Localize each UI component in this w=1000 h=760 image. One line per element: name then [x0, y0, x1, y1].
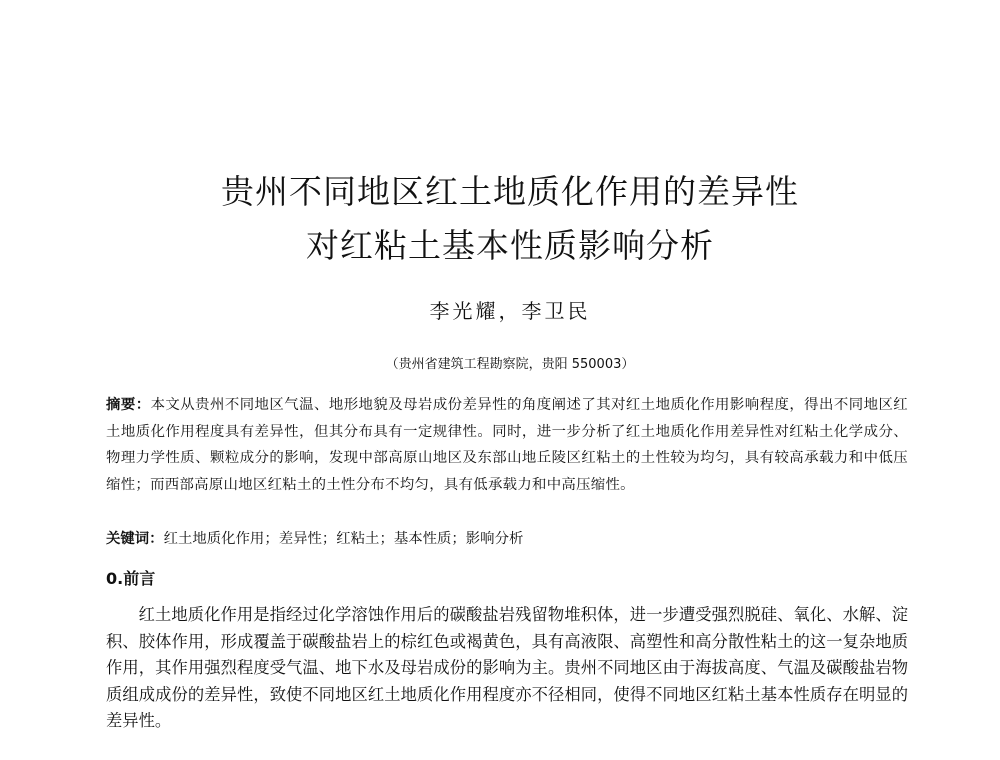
keywords-label: 关键词： [106, 531, 164, 547]
body-paragraph: 红土地质化作用是指经过化学溶蚀作用后的碳酸盐岩残留物堆积体，进一步遭受强烈脱硅、氧化、水解、淀积、胶体作用，形成覆盖于碳酸盐岩上的棕红色或褐黄色，具有高液限、高塑性和高分散性粘土的这一复杂地质作用，其作用强烈程度受气温、地下水及母岩成份的影响为主。贵州不同地区由于海拔高度、气温及碳酸盐岩物质组成成份的差异性，致使不同地区红土地质化作用程度亦不径相同，使得不同地区红粘土基本性质存在明显的差异性。 [106, 605, 908, 730]
keywords [106, 526, 908, 552]
section-heading: 0.前言 [106, 569, 156, 588]
abstract-text: 本文从贵州不同地区气温、地形地貌及母岩成份差异性的角度阐述了其对红土地质化作用影响程度，得出不同地区红土地质化作用程度具有差异性，但其分布具有一定规律性。同时，进一步分析了红土地质化作用差异性对红粘土化学成分、物理力学性质、颗粒成分的影响，发现中部高原山地区及东部山地丘陵区红粘土的土性较为均匀，具有较高承载力和中低压缩性；而西部高原山地区红粘土的土性分布不均匀，具有低承载力和中高压缩性。 [106, 397, 908, 493]
keywords-text: 红土地质化作用；差异性；红粘土；基本性质；影响分析 [163, 531, 524, 547]
abstract-label: 摘要： [106, 397, 151, 413]
title-line-1: 贵州不同地区红土地质化作用的差异性 [221, 172, 799, 211]
authors: 李光耀，李卫民 [429, 299, 591, 323]
title-line-2: 对红粘土基本性质影响分析 [306, 226, 714, 265]
affiliation: （贵州省建筑工程勘察院，贵阳 550003） [385, 357, 635, 372]
abstract [106, 392, 908, 498]
